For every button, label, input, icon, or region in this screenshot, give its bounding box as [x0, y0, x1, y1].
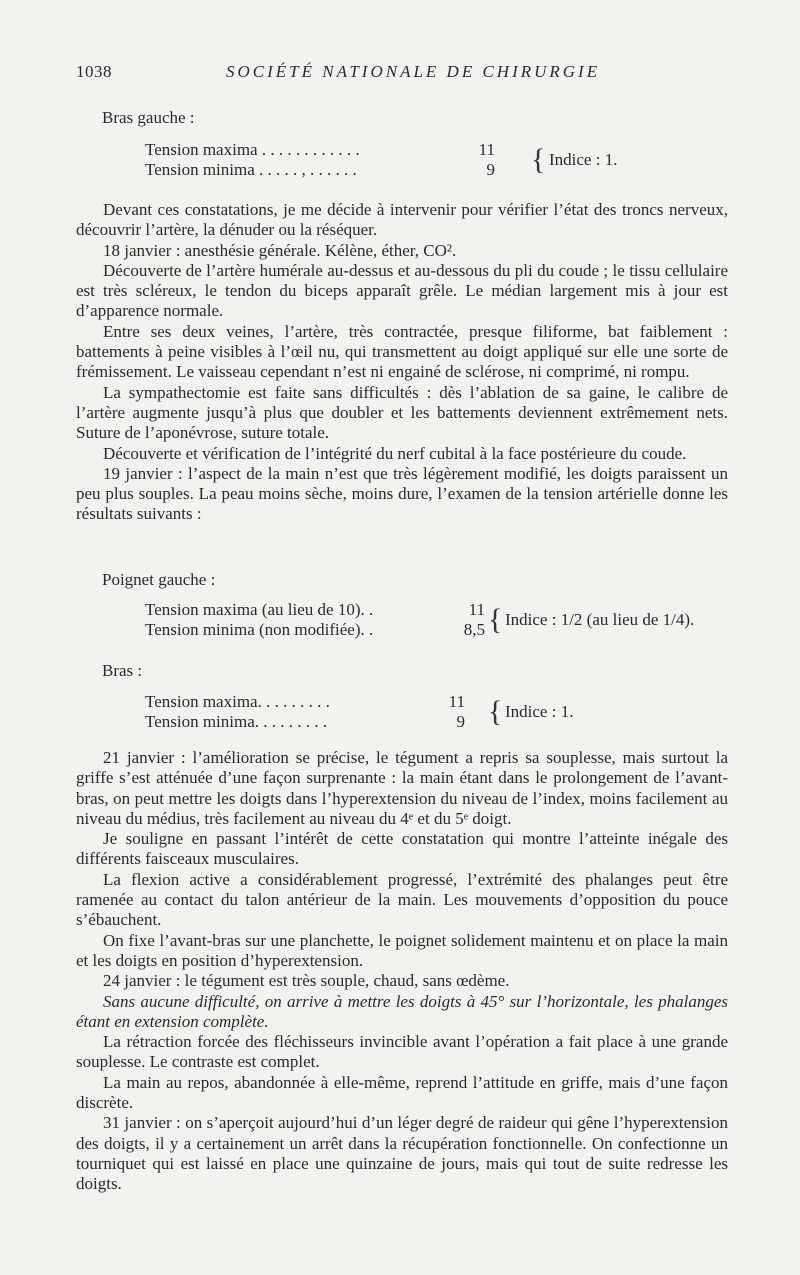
measure-row [145, 712, 665, 732]
body-text-1 [76, 200, 728, 525]
bras-gauche-measures [145, 140, 665, 182]
measure-value: 9 [456, 712, 465, 731]
index-value: Indice : 1. [549, 150, 618, 169]
curly-brace: { [488, 695, 503, 728]
measure-label: Tension maxima. . . . . . . . . [145, 692, 330, 711]
paragraph: 24 janvier : le tégument est très souple, chaud, sans œdème. [103, 971, 510, 991]
body-text-2 [76, 748, 728, 1195]
paragraph: Entre ses deux veines, l’artère, très contractée, presque filiforme, bat faiblement : battements à peine visibles à l’œil nu, qui transmettent au doigt appliqué sur elle une sorte de frémissement. Le vaisseau cependant n’est ni engainé de sclérose, ni comprimé, ni rompu. [76, 321, 728, 382]
curly-brace: { [488, 603, 503, 636]
paragraph: 21 janvier : l’amélioration se précise, le tégument a repris sa souplesse, mais surtout la griffe s’est atténuée d’une façon surprenante : la main étant dans le prolongement de l’avant-bras, on peut mettre les doigts dans l’hyperextension du niveau de l’index, moins facilement au niveau du médius, très facilement au niveau du 4ᵉ et du 5ᵉ doigt. [76, 748, 728, 828]
paragraph: 19 janvier : l’aspect de la main n’est que très légèrement modifié, les doigts paraissent un peu plus souples. La peau moins sèche, moins dure, l’examen de la tension artérielle donne les résultats suivants : [76, 463, 728, 524]
measure-label: Tension maxima (au lieu de 10). . [145, 600, 374, 619]
bras-measures [145, 692, 665, 734]
measure-label: Tension minima . . . . . , . . . . . . [145, 160, 357, 179]
paragraph: Devant ces constatations, je me décide à intervenir pour vérifier l’état des troncs nerveux, découvrir l’artère, la dénuder ou la réséquer. [76, 200, 728, 240]
measure-label: Tension maxima . . . . . . . . . . . . [145, 140, 360, 159]
paragraph: La flexion active a considérablement progressé, l’extrémité des phalanges peut être ramenée au contact du talon antérieur de la main. Les mouvements d’opposition du pouce s’ébauchent. [76, 869, 728, 930]
paragraph: Je souligne en passant l’intérêt de cette constatation qui montre l’atteinte inégale des différents faisceaux musculaires. [76, 829, 728, 869]
measure-row [145, 692, 665, 712]
page-number: 1038 [76, 62, 112, 81]
running-title: SOCIÉTÉ NATIONALE DE CHIRURGIE [226, 62, 601, 81]
paragraph: La main au repos, abandonnée à elle-même, reprend l’attitude en griffe, mais d’une façon discrète. [76, 1072, 728, 1113]
curly-brace: { [531, 143, 546, 176]
paragraph: La rétraction forcée des fléchisseurs invincible avant l’opération a fait place à une grande souplesse. Le contraste est complet. [76, 1032, 728, 1072]
index-value: Indice : 1. [505, 702, 574, 721]
italic-paragraph: Sans aucune difficulté, on arrive à mettre les doigts à 45° sur l’horizontale, les phalanges étant en extension complète. [76, 991, 728, 1031]
measure-label: Tension minima (non modifiée). . [145, 620, 374, 639]
measure-value: 8,5 [463, 620, 485, 639]
paragraph: 31 janvier : on s’aperçoit aujourd’hui d’un léger degré de raideur qui gêne l’hyperextension des doigts, il y a certainement un arrêt dans la récupération fonctionnelle. On confectionne un tourniquet qui est laissé en place une quinzaine de jours, mais qui tout de suite redresse les doigts. [76, 1113, 728, 1194]
measure-value: 11 [468, 600, 485, 619]
measure-value: 11 [478, 140, 495, 159]
poignet-gauche-label: Poignet gauche : [102, 570, 216, 589]
measure-value: 11 [448, 692, 465, 711]
paragraph: 18 janvier : anesthésie générale. Kélène, éther, CO². [103, 240, 457, 260]
index-value: Indice : 1/2 (au lieu de 1/4). [505, 610, 695, 629]
bras-label: Bras : [102, 661, 143, 680]
bras-gauche-label: Bras gauche : [102, 108, 195, 127]
measure-value: 9 [486, 160, 495, 179]
measure-label: Tension minima. . . . . . . . . [145, 712, 328, 731]
paragraph: Découverte de l’artère humérale au-dessus et au-dessous du pli du coude ; le tissu cellulaire est très scléreux, le tendon du biceps apparaît grêle. Le médian largement mis à jour est d’apparence normale. [76, 260, 728, 321]
page-header [76, 62, 726, 88]
poignet-gauche-measures [145, 600, 745, 642]
paragraph: La sympathectomie est faite sans difficultés : dès l’ablation de sa gaine, le calibre de l’artère augmente jusqu’à plus que doubler et les battements deviennent extrêmement nets. Suture de l’aponévrose, suture totale. [76, 382, 728, 443]
paragraph: Découverte et vérification de l’intégrité du nerf cubital à la face postérieure du coude. [103, 443, 687, 463]
paragraph: On fixe l’avant-bras sur une planchette, le poignet solidement maintenu et on place la main et les doigts en position d’hyperextension. [76, 930, 728, 970]
